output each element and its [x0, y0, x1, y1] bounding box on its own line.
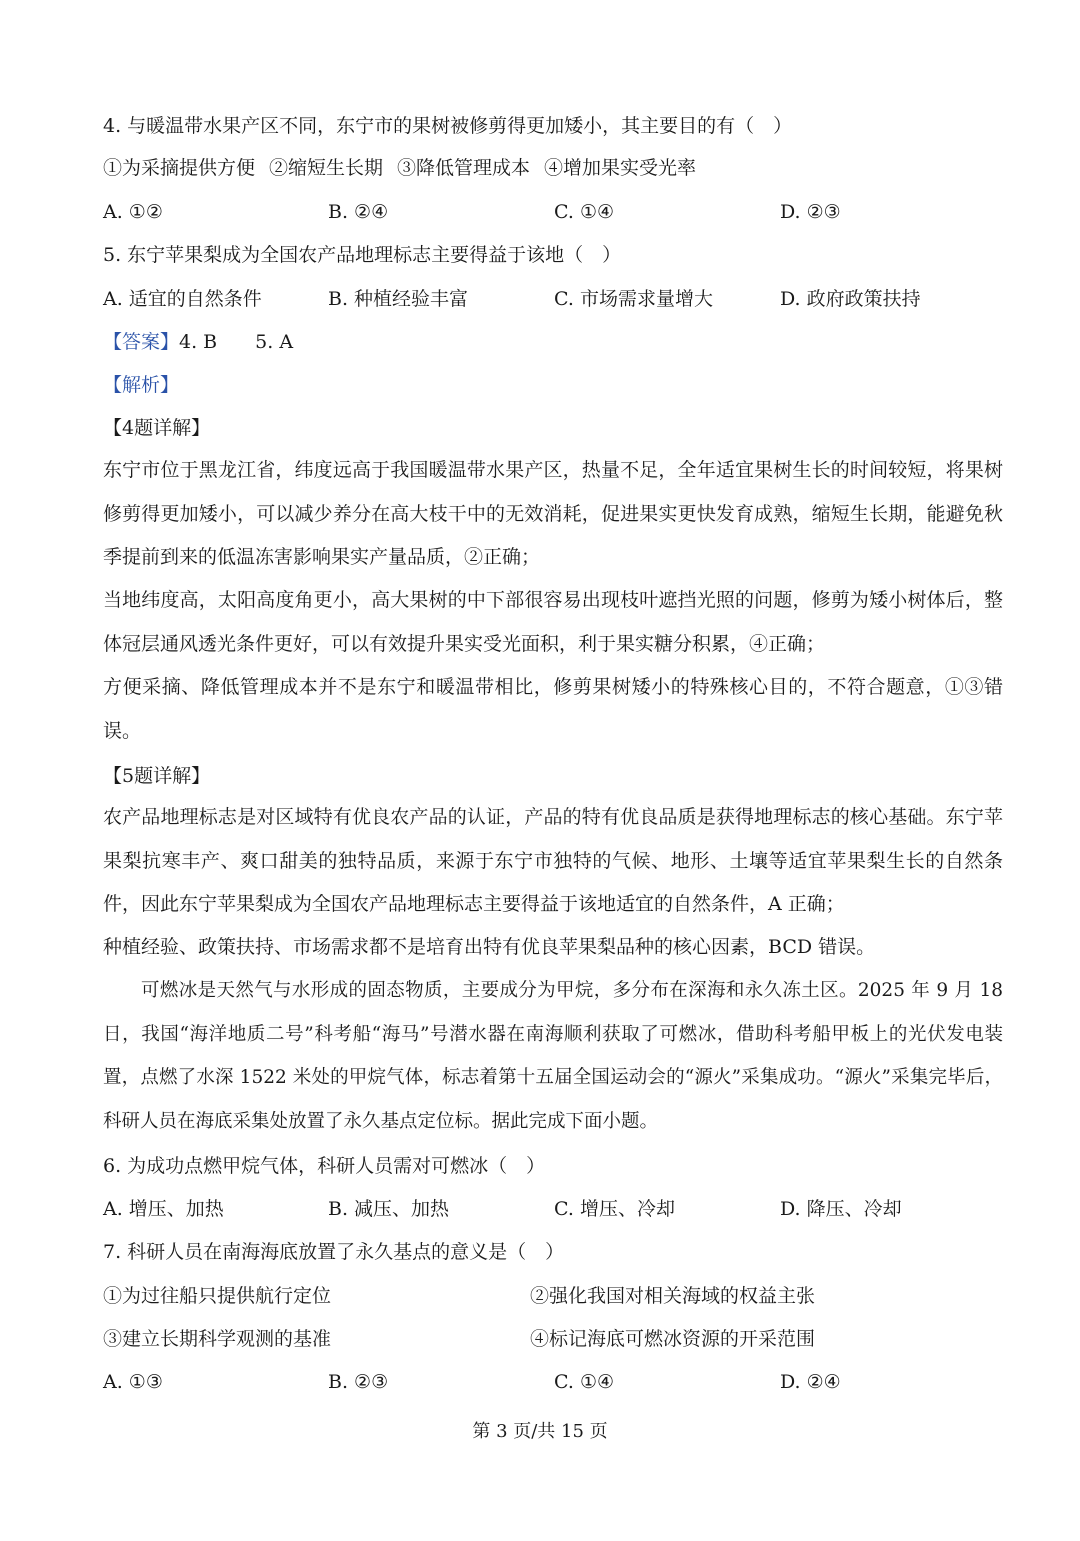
- q4-option-a: A. ①②: [103, 201, 163, 223]
- answer-label: 【答案】: [103, 331, 180, 353]
- q5-option-c: C. 市场需求量增大: [554, 288, 713, 310]
- q7-option-d: D. ②④: [780, 1371, 841, 1393]
- q5-stem: 5. 东宁苹果梨成为全国农产品地理标志主要得益于该地（ ）: [103, 244, 622, 266]
- q5-option-a: A. 适宜的自然条件: [103, 288, 262, 310]
- material-paragraph: 可燃冰是天然气与水形成的固态物质，主要成分为甲烷，多分布在深海和永久冻土区。2025 年 9 月 18 日，我国“海洋地质二号”科考船“海马”号潜水器在南海顺利获取了可燃冰，借助科考船甲板上的光伏发电装置，点燃了水深 1522 米处的甲烷气体，标志着第十五届全国运动会的“源火”采集成功。“源火”采集完毕后，科研人员在海底采集处放置了永久基点定位标。据此完成下面小题。: [103, 980, 1003, 1132]
- q7-item-4: ④标记海底可燃冰资源的开采范围: [530, 1328, 816, 1350]
- q4-option-c: C. ①④: [554, 201, 615, 223]
- answer-text: 4. B 5. A: [179, 331, 294, 353]
- q7-item-1: ①为过往船只提供航行定位: [103, 1285, 332, 1307]
- q6-option-a: A. 增压、加热: [103, 1198, 224, 1220]
- q4-item-1: ①为采摘提供方便: [103, 157, 256, 179]
- detail5-paragraph-2: 种植经验、政策扶持、市场需求都不是培育出特有优良苹果梨品种的核心因素，BCD 错误。: [103, 936, 876, 958]
- q7-option-a: A. ①③: [103, 1371, 163, 1393]
- q7-stem: 7. 科研人员在南海海底放置了永久基点的意义是（ ）: [103, 1241, 565, 1263]
- detail5-paragraph-1: 农产品地理标志是对区域特有优良农产品的认证，产品的特有优良品质是获得地理标志的核心基础。东宁苹果梨抗寒丰产、爽口甜美的独特品质，来源于东宁市独特的气候、地形、土壤等适宜苹果梨生长的自然条件，因此东宁苹果梨成为全国农产品地理标志主要得益于该地适宜的自然条件，A 正确；: [103, 806, 1003, 915]
- q4-option-d: D. ②③: [780, 201, 841, 223]
- q6-option-c: C. 增压、冷却: [554, 1198, 675, 1220]
- q4-item-4: ④增加果实受光率: [544, 157, 697, 179]
- page-number: 第 3 页/共 15 页: [472, 1421, 608, 1442]
- q7-option-b: B. ②③: [328, 1371, 389, 1393]
- q4-item-3: ③降低管理成本: [397, 157, 531, 179]
- q5-option-b: B. 种植经验丰富: [328, 288, 469, 310]
- q7-item-3: ③建立长期科学观测的基准: [103, 1328, 332, 1350]
- detail4-paragraph-3: 方便采摘、降低管理成本并不是东宁和暖温带相比，修剪果树矮小的特殊核心目的，不符合题意，①③错误。: [103, 676, 1003, 742]
- detail4-paragraph-1: 东宁市位于黑龙江省，纬度远高于我国暖温带水果产区，热量不足，全年适宜果树生长的时间较短，将果树修剪得更加矮小，可以减少养分在高大枝干中的无效消耗，促进果实更快发育成熟，缩短生长期，能避免秋季提前到来的低温冻害影响果实产量品质，②正确；: [103, 459, 1003, 568]
- q4-item-2: ②缩短生长期: [269, 157, 384, 179]
- detail4-heading: 【4题详解】: [103, 417, 211, 439]
- q4-option-b: B. ②④: [328, 201, 389, 223]
- q6-stem: 6. 为成功点燃甲烷气体，科研人员需对可燃冰（ ）: [103, 1155, 546, 1177]
- q6-option-d: D. 降压、冷却: [780, 1198, 902, 1220]
- q4-items: [103, 156, 696, 180]
- detail5-heading: 【5题详解】: [103, 765, 211, 787]
- detail4-paragraph-2: 当地纬度高，太阳高度角更小，高大果树的中下部很容易出现枝叶遮挡光照的问题，修剪为矮小树体后，整体冠层通风透光条件更好，可以有效提升果实受光面积，利于果实糖分积累，④正确；: [103, 589, 1003, 655]
- q4-stem: 4. 与暖温带水果产区不同，东宁市的果树被修剪得更加矮小，其主要目的有（ ）: [103, 115, 793, 137]
- q7-item-2: ②强化我国对相关海域的权益主张: [530, 1285, 816, 1307]
- q6-option-b: B. 减压、加热: [328, 1198, 450, 1220]
- answer-line: [103, 330, 293, 354]
- q5-option-d: D. 政府政策扶持: [780, 288, 921, 310]
- analysis-label: 【解析】: [103, 374, 180, 396]
- q7-option-c: C. ①④: [554, 1371, 615, 1393]
